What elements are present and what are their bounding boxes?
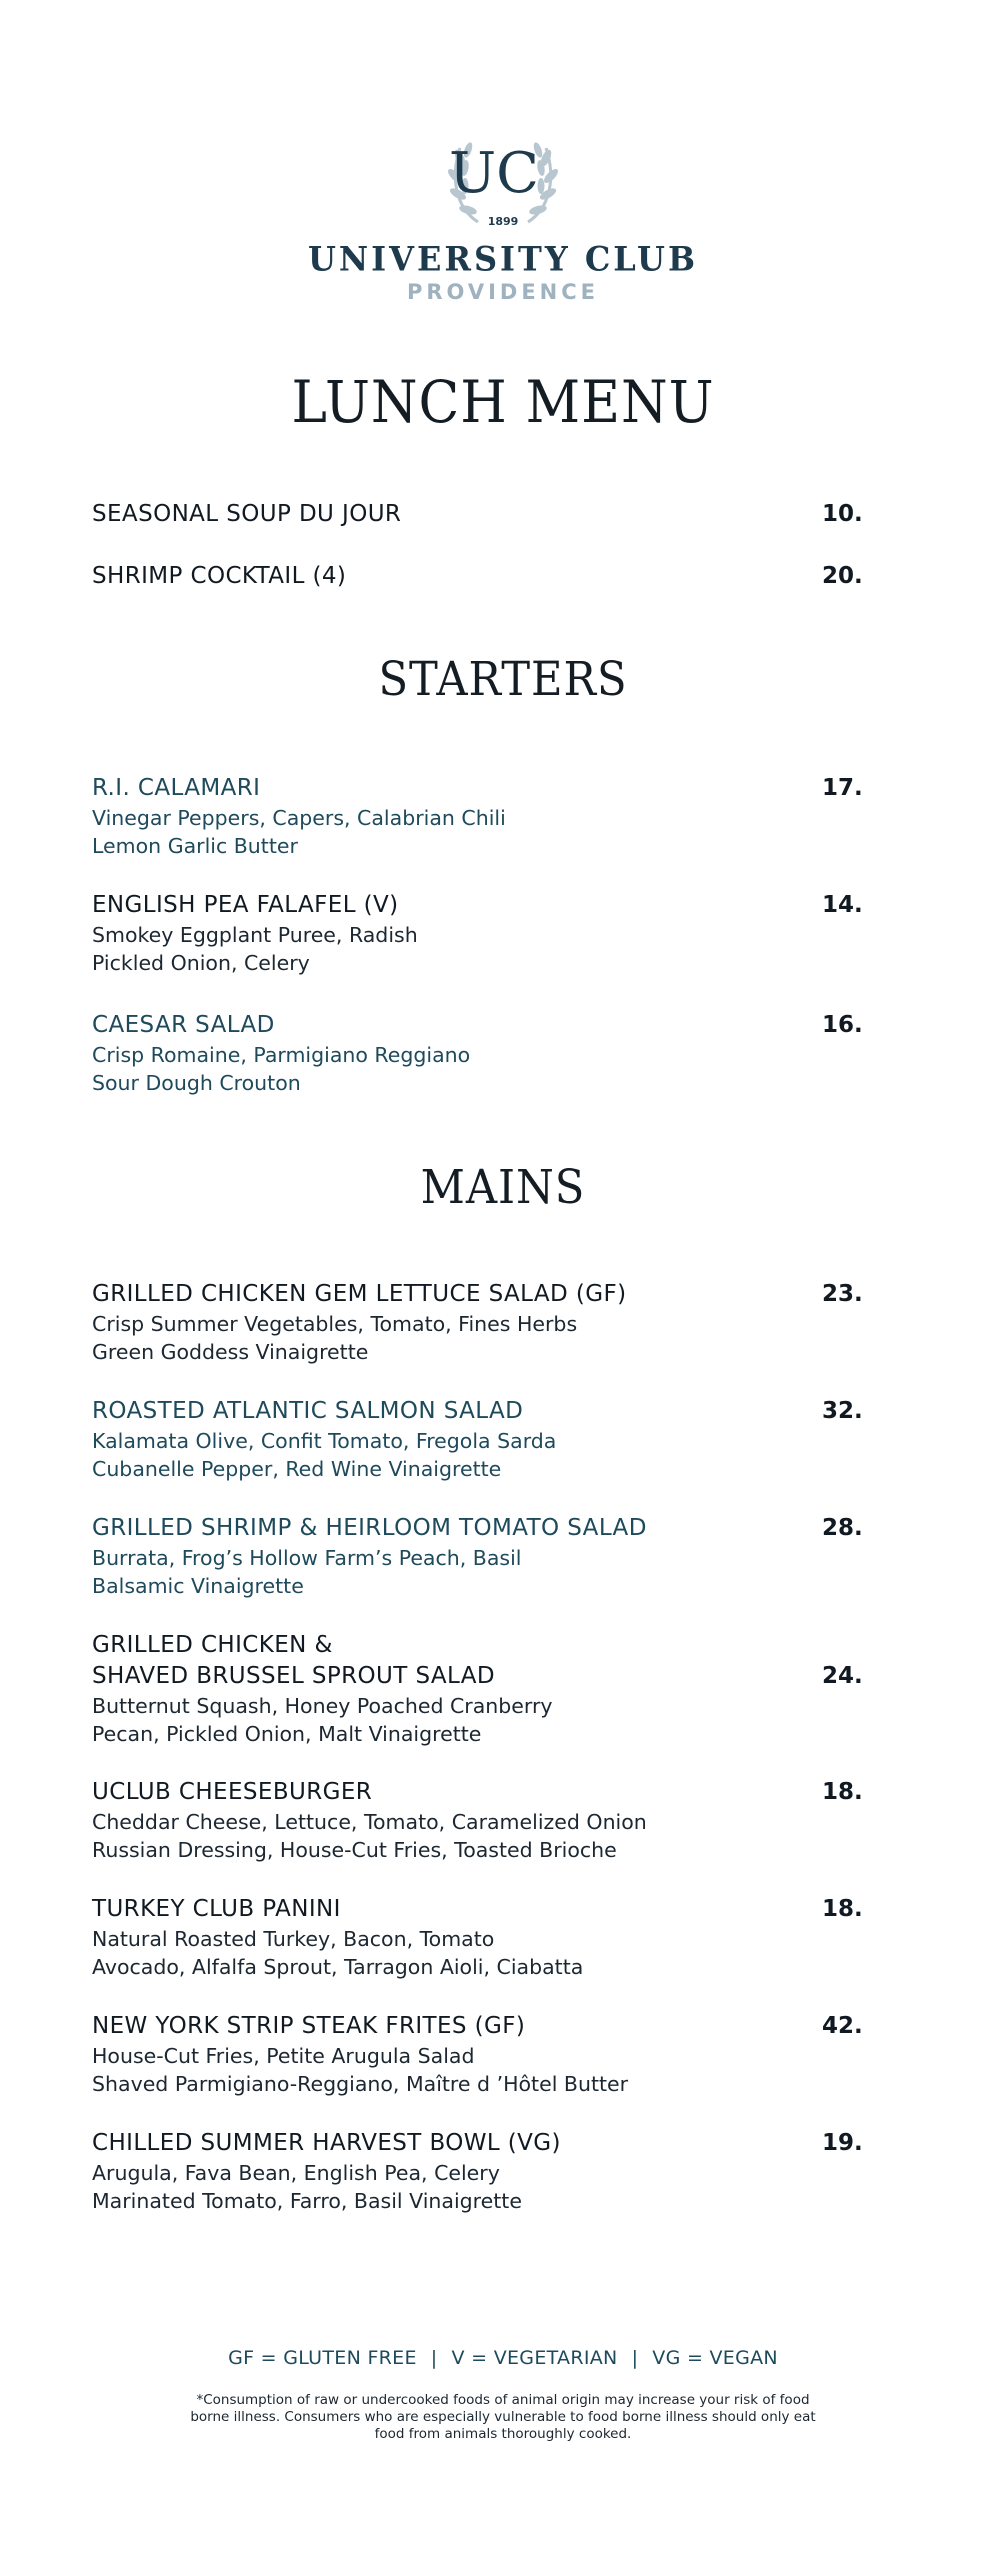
starters-title: STARTERS <box>378 652 628 707</box>
item-name: TURKEY CLUB PANINI <box>92 1896 341 1922</box>
laurel-wreath-emblem-icon <box>438 118 568 236</box>
legend-gluten-free: GF = GLUTEN FREE <box>228 2347 417 2369</box>
item-description: Crisp Summer Vegetables, Tomato, Fines Herbs <box>92 1312 578 1336</box>
item-price: 18. <box>822 1779 863 1805</box>
item-price: 19. <box>822 2130 863 2156</box>
item-description: Balsamic Vinaigrette <box>92 1574 304 1598</box>
item-description: Pickled Onion, Celery <box>92 951 310 975</box>
logo-monogram-u: UC <box>448 141 540 206</box>
item-name: ENGLISH PEA FALAFEL (V) <box>92 892 399 918</box>
menu-item <box>92 1010 872 1097</box>
menu-item <box>92 773 872 860</box>
item-description: Kalamata Olive, Confit Tomato, Fregola Sarda <box>92 1429 557 1453</box>
item-name: NEW YORK STRIP STEAK FRITES (GF) <box>92 2013 526 2039</box>
club-name: UNIVERSITY CLUB <box>308 239 698 279</box>
item-description: Vinegar Peppers, Capers, Calabrian Chili <box>92 806 506 830</box>
item-price: 16. <box>822 1012 863 1038</box>
menu-item <box>92 1279 872 1366</box>
item-name: UCLUB CHEESEBURGER <box>92 1779 373 1805</box>
item-price: 28. <box>822 1515 863 1541</box>
menu-item <box>92 2011 872 2098</box>
item-name: CAESAR SALAD <box>92 1012 275 1038</box>
menu-item <box>92 1396 872 1483</box>
item-description: Crisp Romaine, Parmigiano Reggiano <box>92 1043 471 1067</box>
item-description: Cheddar Cheese, Lettuce, Tomato, Caramelized Onion <box>92 1810 647 1834</box>
item-price: 18. <box>822 1896 863 1922</box>
item-name: GRILLED CHICKEN GEM LETTUCE SALAD (GF) <box>92 1281 627 1307</box>
item-name: CHILLED SUMMER HARVEST BOWL (VG) <box>92 2130 561 2156</box>
menu-item <box>92 561 872 592</box>
item-description: Russian Dressing, House-Cut Fries, Toasted Brioche <box>92 1838 617 1862</box>
mains-title: MAINS <box>420 1160 586 1215</box>
menu-item <box>92 1894 872 1981</box>
item-description: Avocado, Alfalfa Sprout, Tarragon Aioli, Ciabatta <box>92 1955 584 1979</box>
item-description: Pecan, Pickled Onion, Malt Vinaigrette <box>92 1722 482 1746</box>
item-description: Marinated Tomato, Farro, Basil Vinaigrette <box>92 2189 522 2213</box>
item-description: Natural Roasted Turkey, Bacon, Tomato <box>92 1927 495 1951</box>
legend-separator: | <box>631 2347 639 2369</box>
item-name: GRILLED SHRIMP & HEIRLOOM TOMATO SALAD <box>92 1515 647 1541</box>
item-price: 14. <box>822 892 863 918</box>
item-name: ROASTED ATLANTIC SALMON SALAD <box>92 1398 524 1424</box>
item-name: SHRIMP COCKTAIL (4) <box>92 563 347 589</box>
menu-item <box>92 2128 872 2215</box>
item-description: Shaved Parmigiano-Reggiano, Maître d ’Hôtel Butter <box>92 2072 629 2096</box>
item-price: 20. <box>822 563 863 589</box>
item-price: 10. <box>822 501 863 527</box>
item-price: 32. <box>822 1398 863 1424</box>
item-name: R.I. CALAMARI <box>92 775 261 801</box>
legend-vegetarian: V = VEGETARIAN <box>451 2347 618 2369</box>
menu-item <box>92 1777 872 1864</box>
item-name: SHAVED BRUSSEL SPROUT SALAD <box>92 1663 495 1689</box>
club-city: PROVIDENCE <box>406 280 600 304</box>
legend-separator: | <box>430 2347 438 2369</box>
menu-item <box>92 1630 872 1748</box>
lunch-menu-title: LUNCH MENU <box>291 368 715 436</box>
menu-item <box>92 499 872 530</box>
item-description: Lemon Garlic Butter <box>92 834 298 858</box>
menu-item <box>92 1513 872 1600</box>
item-description: Butternut Squash, Honey Poached Cranberry <box>92 1694 553 1718</box>
item-description: Green Goddess Vinaigrette <box>92 1340 369 1364</box>
legend-vegan: VG = VEGAN <box>652 2347 778 2369</box>
logo-year: 1899 <box>487 215 519 228</box>
item-description: Arugula, Fava Bean, English Pea, Celery <box>92 2161 500 2185</box>
club-logo <box>0 118 1006 304</box>
item-description: Smokey Eggplant Puree, Radish <box>92 923 418 947</box>
food-safety-disclaimer: *Consumption of raw or undercooked foods of animal origin may increase your risk of food borne illness. Consumers who are especially vulnerable to food borne illness should only eat food from animals thoroughly cooked. <box>190 2392 816 2442</box>
menu-item <box>92 890 872 977</box>
item-price: 17. <box>822 775 863 801</box>
item-name: SEASONAL SOUP DU JOUR <box>92 501 402 527</box>
item-description: House-Cut Fries, Petite Arugula Salad <box>92 2044 475 2068</box>
item-name-line1: GRILLED CHICKEN & <box>92 1632 333 1658</box>
item-description: Cubanelle Pepper, Red Wine Vinaigrette <box>92 1457 502 1481</box>
item-description: Sour Dough Crouton <box>92 1071 301 1095</box>
item-price: 24. <box>822 1663 863 1689</box>
item-price: 23. <box>822 1281 863 1307</box>
item-description: Burrata, Frog’s Hollow Farm’s Peach, Basil <box>92 1546 522 1570</box>
dietary-legend <box>0 2347 1006 2369</box>
item-price: 42. <box>822 2013 863 2039</box>
